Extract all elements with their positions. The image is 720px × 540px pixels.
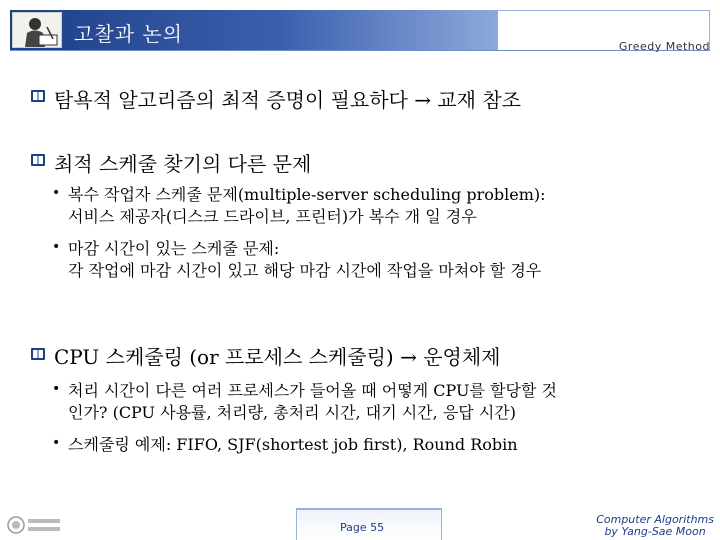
page-title: 고찰과 논의 [74,22,183,46]
sub-bullet-text: 인가? (CPU 사용률, 처리량, 총처리 시간, 대기 시간, 응답 시간) [68,403,516,422]
sub-bullet-text: 각 작업에 마감 시간이 있고 해당 마감 시간에 작업을 마쳐야 할 경우 [68,261,542,280]
sub-bullet-text: 스케줄링 예제: FIFO, SJF(shortest job first), Round Robin [68,435,518,454]
header-divider [498,10,710,11]
book-bullet-icon [30,152,46,168]
footer-credit [596,514,714,538]
section-subtitle: Greedy Method [618,40,710,53]
main-bullet-text: 탐욕적 알고리즘의 최적 증명이 필요하다 → 교재 참조 [54,88,521,112]
professor-icon [12,12,62,48]
main-bullet-text: CPU 스케줄링 (or 프로세스 스케줄링) → 운영체제 [54,345,501,369]
sub-bullet-text: 처리 시간이 다른 여러 프로세스가 들어올 때 어떻게 CPU를 할당할 것 [68,381,557,400]
sub-bullet-dot: • [52,381,61,397]
book-bullet-icon [30,346,46,362]
credit-title: Computer Algorithms [596,513,714,526]
sub-bullet-dot: • [52,239,61,255]
main-bullet-text: 최적 스케줄 찾기의 다른 문제 [54,152,312,176]
page-number: Page 55 [340,521,385,534]
sub-bullet-dot: • [52,185,61,201]
university-logo [6,514,64,536]
header-underline [10,50,710,51]
sub-bullet-text: 복수 작업자 스케줄 문제(multiple-server scheduling problem): [68,185,546,204]
book-bullet-icon [30,88,46,104]
credit-author: by Yang-Sae Moon [604,525,706,538]
sub-bullet-dot: • [52,435,61,451]
sub-bullet-text: 마감 시간이 있는 스케줄 문제: [68,239,280,258]
sub-bullet-text: 서비스 제공자(디스크 드라이브, 프린터)가 복수 개 일 경우 [68,207,477,226]
